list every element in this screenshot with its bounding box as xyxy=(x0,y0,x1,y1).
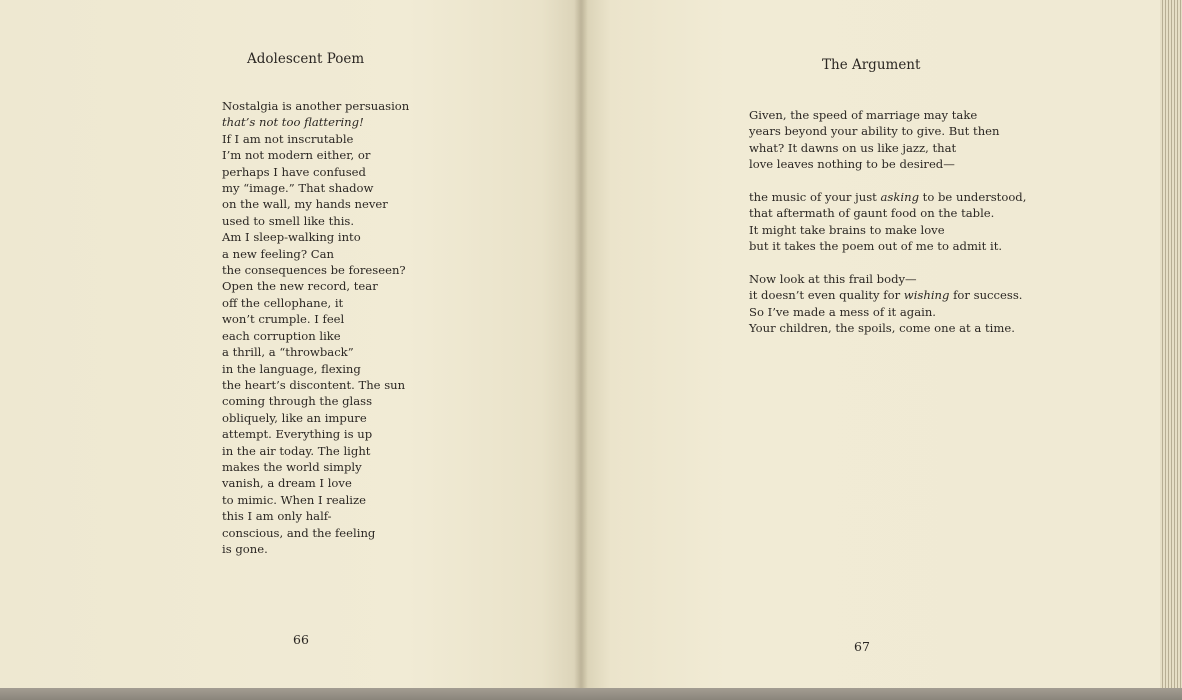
poem-line: I’m not modern either, or xyxy=(222,148,371,163)
poem-line: coming through the glass xyxy=(222,394,373,409)
poem-line: Nostalgia is another persuasion xyxy=(222,99,410,113)
poem-line: makes the world simply xyxy=(222,459,362,474)
line-text: for success. xyxy=(949,288,1023,303)
poem-line: It might take brains to make love xyxy=(749,222,945,237)
poem-line xyxy=(749,287,1026,303)
poem-body-the-argument xyxy=(749,107,1026,337)
poem-line: conscious, and the feeling xyxy=(222,525,376,540)
poem-line: a new feeling? Can xyxy=(222,246,335,261)
poem-line: that aftermath of gaunt food on the table. xyxy=(749,206,995,221)
poem-line: a thrill, a “throwback” xyxy=(222,345,354,360)
stanza-break xyxy=(749,255,1026,271)
poem-line xyxy=(749,189,1026,205)
poem-line: obliquely, like an impure xyxy=(222,410,367,425)
poem-line: on the wall, my hands never xyxy=(222,197,388,212)
poem-line: is gone. xyxy=(222,541,268,556)
poem-line: my “image.” That shadow xyxy=(222,181,374,196)
poem-line: love leaves nothing to be desired— xyxy=(749,157,955,172)
poem-line-italic: that’s not too flattering! xyxy=(222,115,364,130)
poem-body-adolescent-poem xyxy=(222,98,409,557)
line-text: to be understood, xyxy=(919,190,1027,205)
emphasis-wishing: wishing xyxy=(903,288,950,303)
poem-line: perhaps I have confused xyxy=(222,164,366,179)
poem-line: years beyond your ability to give. But then xyxy=(749,124,1000,139)
page-number-right: 67 xyxy=(854,639,870,654)
book-gutter xyxy=(574,0,588,690)
poem-line: off the cellophane, it xyxy=(222,295,344,310)
poem-line: won’t crumple. I feel xyxy=(222,312,345,327)
stanza-break xyxy=(749,173,1026,189)
poem-line: each corruption like xyxy=(222,328,341,343)
poem-line: So I’ve made a mess of it again. xyxy=(749,304,936,319)
poem-line: the heart’s discontent. The sun xyxy=(222,377,406,392)
poem-line: Given, the speed of marriage may take xyxy=(749,108,978,122)
poem-line: Am I sleep-walking into xyxy=(222,230,361,245)
poem-line: what? It dawns on us like jazz, that xyxy=(749,140,957,155)
poem-line: in the air today. The light xyxy=(222,443,371,458)
poem-line: the consequences be foreseen? xyxy=(222,263,406,278)
poem-line: used to smell like this. xyxy=(222,213,355,228)
left-page xyxy=(0,0,582,690)
page-edges xyxy=(1160,0,1182,690)
poem-line: vanish, a dream I love xyxy=(222,476,352,491)
line-text: it doesn’t even quality for xyxy=(749,288,904,303)
page-number-left: 66 xyxy=(293,632,309,647)
poem-line: Your children, the spoils, come one at a time. xyxy=(749,321,1015,336)
poem-line: to mimic. When I realize xyxy=(222,492,366,507)
right-page xyxy=(582,0,1160,690)
poem-line: this I am only half- xyxy=(222,509,332,524)
poem-line: Now look at this frail body— xyxy=(749,272,917,287)
poem-line: If I am not inscrutable xyxy=(222,131,354,146)
book-cover-edge xyxy=(0,688,1182,700)
poem-line: but it takes the poem out of me to admit it. xyxy=(749,239,1003,254)
poem-line: Open the new record, tear xyxy=(222,279,378,294)
poem-line: attempt. Everything is up xyxy=(222,427,373,442)
poem-title-adolescent-poem: Adolescent Poem xyxy=(247,51,365,67)
poem-line: in the language, flexing xyxy=(222,361,361,376)
poem-title-the-argument: The Argument xyxy=(822,57,921,73)
line-text: the music of your just xyxy=(749,190,881,205)
emphasis-asking: asking xyxy=(880,190,919,205)
